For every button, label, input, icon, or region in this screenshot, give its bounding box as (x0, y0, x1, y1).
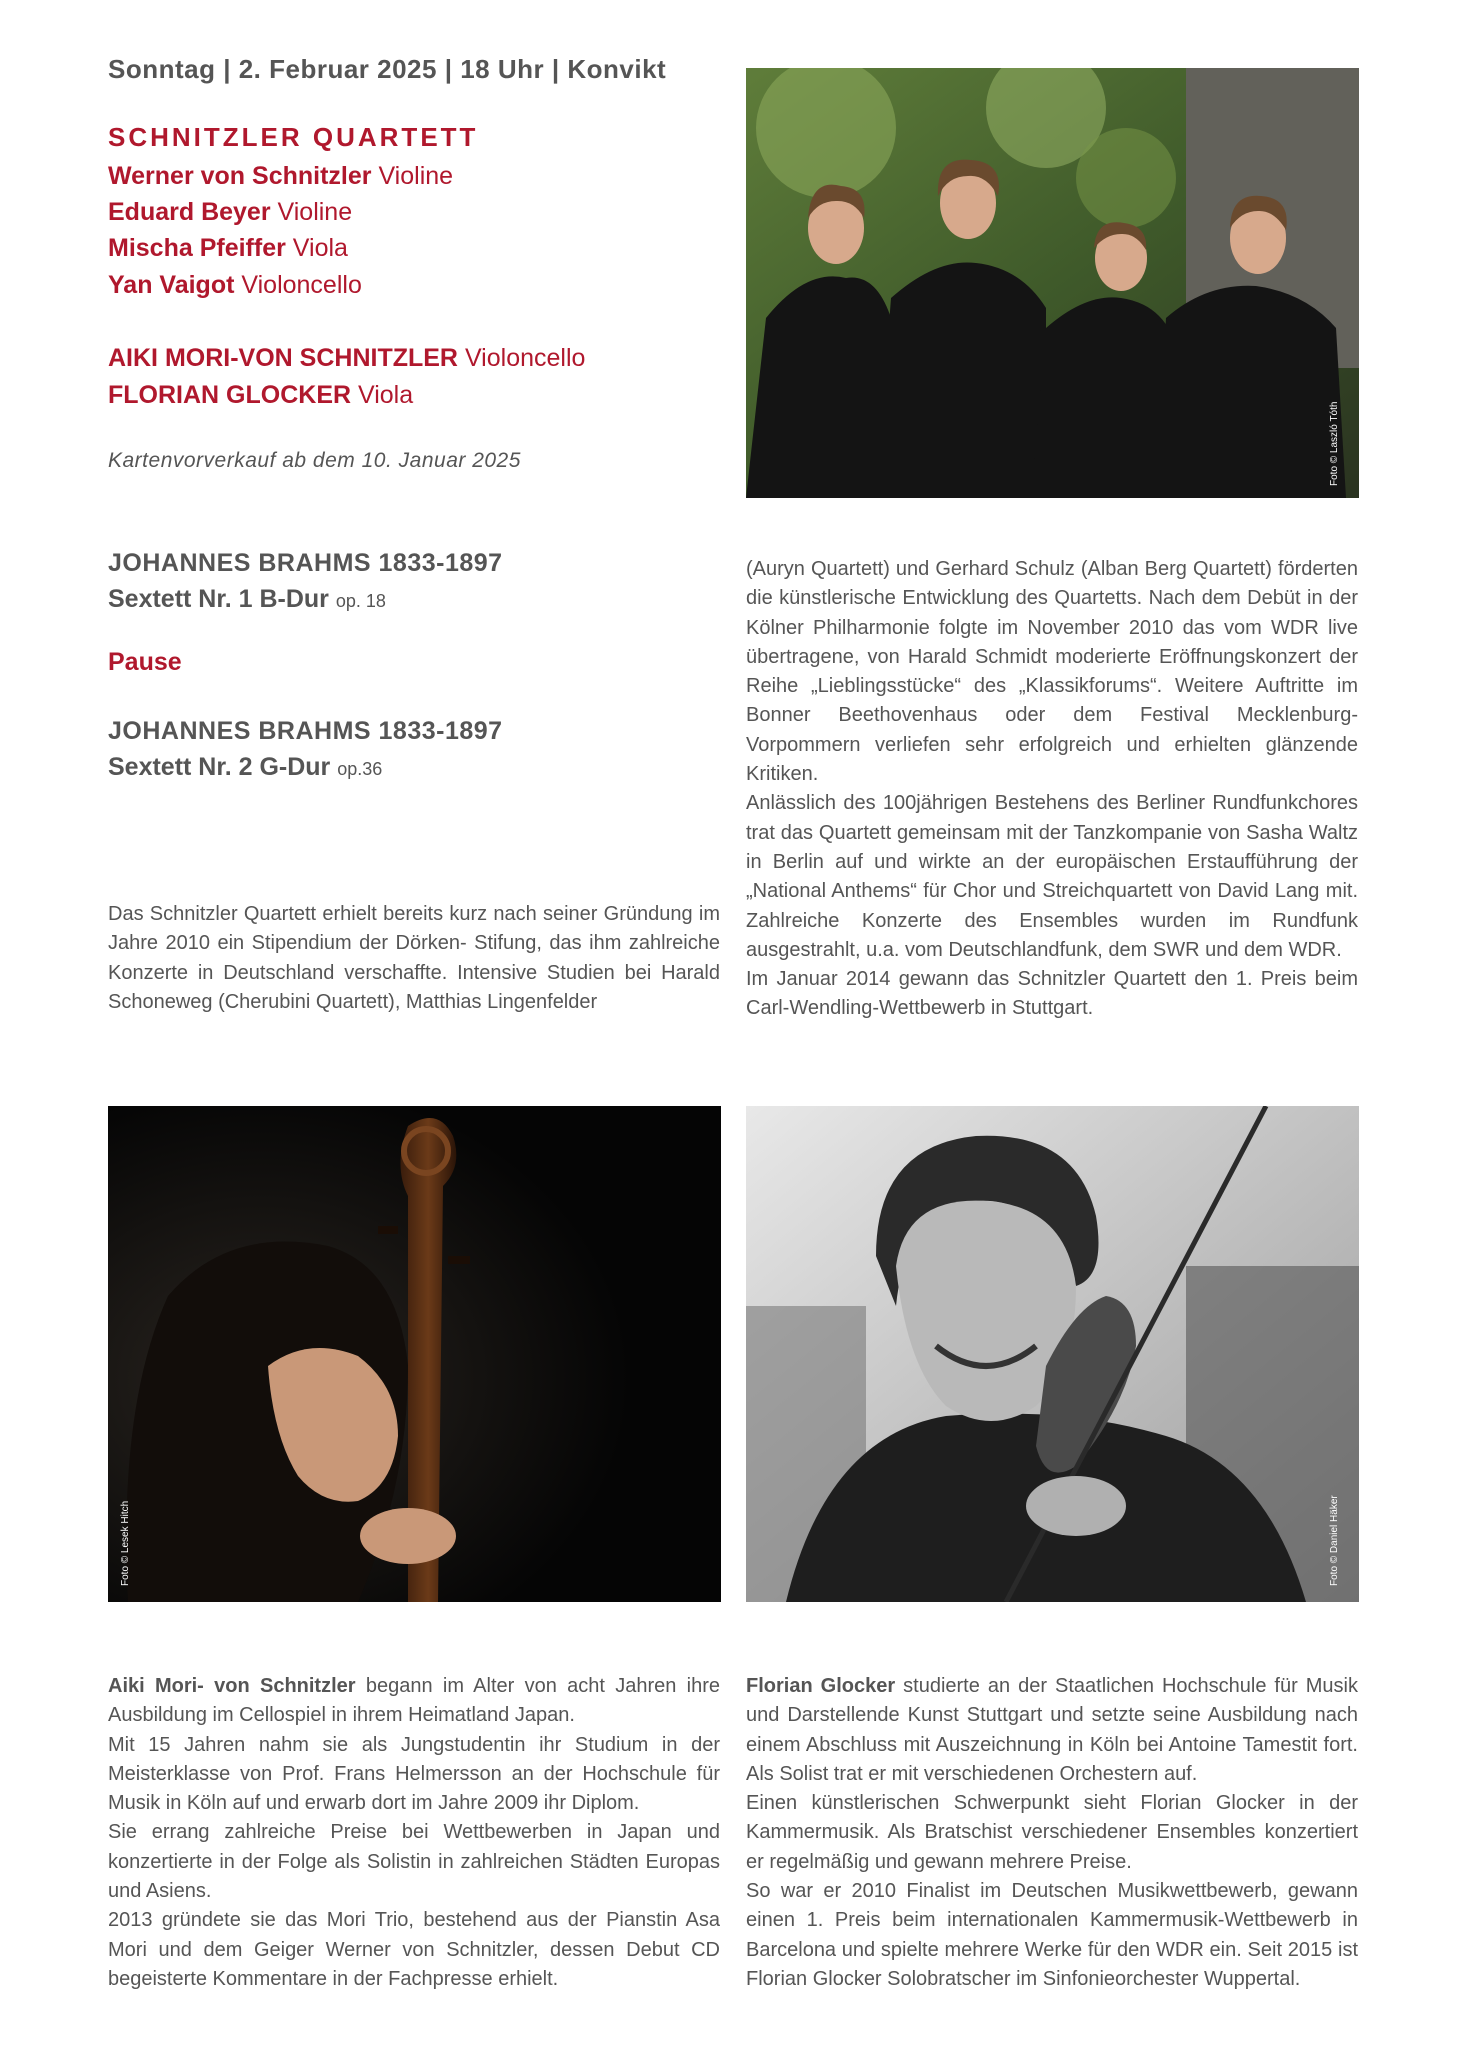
member-instrument: Violine (277, 198, 353, 226)
piece-opus: op. 18 (335, 591, 386, 611)
bio-paragraph: So war er 2010 Finalist im Deutschen Musikwettbewerb, gewann einen 1. Preis beim internationalen Kammermusik-Wettbewerb in Barcelona und spielte mehrere Werke für den WDR ein. Seit 2015 ist Florian Glocker Solobratscher im Sinfonieorchester Wuppertal. (746, 1880, 1358, 1990)
guest-line (108, 340, 585, 376)
composer-heading: JOHANNES BRAHMS 1833-1897 (108, 717, 503, 745)
florian-bio (746, 1672, 1358, 1994)
florian-photo-image (746, 1106, 1359, 1602)
aiki-photo (108, 1106, 721, 1602)
piece-title (108, 753, 382, 782)
quartet-name: SCHNITZLER QUARTETT (108, 122, 479, 152)
piece-opus: op.36 (337, 759, 383, 779)
piece-title (108, 585, 386, 614)
photo-credit: Foto © Lesek Hitch (120, 1500, 131, 1586)
member-line (108, 267, 362, 303)
member-line (108, 230, 348, 266)
guest-instrument: Violoncello (464, 344, 586, 372)
aiki-photo-image (108, 1106, 721, 1602)
piece-title-text: Sextett Nr. 1 B-Dur (108, 585, 329, 613)
photo-credit: Foto © Daniel Häker (1329, 1495, 1340, 1586)
quartet-photo (746, 68, 1359, 498)
quartet-paragraph: Im Januar 2014 gewann das Schnitzler Quartett den 1. Preis beim Carl-Wendling-Wettbewerb in Stuttgart. (746, 968, 1358, 1020)
composer-heading: JOHANNES BRAHMS 1833-1897 (108, 549, 503, 577)
member-line (108, 158, 453, 194)
guest-line (108, 377, 413, 413)
pause-label: Pause (108, 648, 182, 676)
quartet-text-right (746, 555, 1358, 1024)
member-name: Eduard Beyer (108, 198, 271, 226)
bio-paragraph (746, 1672, 1358, 1789)
quartet-paragraph: Anlässlich des 100jährigen Bestehens des Berliner Rundfunkchores trat das Quartett gemeinsam mit der Tanzkompanie von Sasha Waltz in Berlin auf und wirkte an der europäischen Erstaufführung der „National Anthems“ für Chor und Streichquartett von David Lang mit. Zahlreiche Konzerte des Ensembles wurden im Rundfunk ausgestrahlt, u.a. vom Deutschlandfunk, dem SWR und dem WDR. (746, 792, 1358, 961)
aiki-bio (108, 1672, 720, 1994)
presale-note: Kartenvorverkauf ab dem 10. Januar 2025 (108, 449, 521, 472)
guest-name: AIKI MORI-VON SCHNITZLER (108, 344, 458, 372)
member-instrument: Viola (292, 234, 348, 262)
bio-paragraph (108, 1672, 720, 1731)
bio-paragraph: Sie errang zahlreiche Preise bei Wettbewerben in Japan und konzertierte in der Folge als Solistin in zahlreichen Städten Europas und Asiens. (108, 1821, 720, 1903)
member-name: Mischa Pfeiffer (108, 234, 286, 262)
bio-paragraph: 2013 gründete sie das Mori Trio, bestehend aus der Pianstin Asa Mori und dem Geiger Werner von Schnitzler, dessen Debut CD begeisterte Kommentare in der Fachpresse erhielt. (108, 1909, 720, 1990)
member-instrument: Violoncello (241, 271, 362, 299)
quartet-photo-image (746, 68, 1359, 498)
member-name: Werner von Schnitzler (108, 162, 372, 190)
florian-photo (746, 1106, 1359, 1602)
bio-text: begann im Alter von acht Jahren ihre Ausbildung im Cellospiel in ihrem Heimatland Japan. (108, 1675, 720, 1727)
quartet-text-left (108, 900, 720, 1017)
bio-paragraph: Mit 15 Jahren nahm sie als Jungstudentin ihr Studium in der Meisterklasse von Prof. Frans Helmersson an der Hochschule für Musik in Köln auf und erwarb dort im Jahre 2009 ihr Diplom. (108, 1733, 720, 1815)
event-date-line: Sonntag | 2. Februar 2025 | 18 Uhr | Konvikt (108, 54, 667, 84)
guest-instrument: Viola (358, 381, 414, 409)
bio-name: Aiki Mori- von Schnitzler (108, 1675, 356, 1697)
member-name: Yan Vaigot (108, 271, 235, 299)
bio-paragraph: Einen künstlerischen Schwerpunkt sieht Florian Glocker in der Kammermusik. Als Bratschist verschiedener Ensembles konzertiert er regelmäßig und gewann mehrere Preise. (746, 1792, 1358, 1873)
quartet-paragraph: (Auryn Quartett) und Gerhard Schulz (Alban Berg Quartett) förderten die künstlerische Entwicklung des Quartetts. Nach dem Debüt in der Kölner Philharmonie folgte im November 2010 das vom WDR live übertragene, von Harald Schmidt moderierte Eröffnungskonzert der Reihe „Lieblingsstücke“ des „Klassikforums“. Weitere Auftritte im Bonner Beethovenhaus oder dem Festival Mecklenburg-Vorpommern verliefen sehr erfolgreich und erhielten glänzende Kritiken. (746, 558, 1358, 786)
piece-title-text: Sextett Nr. 2 G-Dur (108, 753, 331, 781)
member-instrument: Violine (378, 162, 454, 190)
bio-text: studierte an der Staatlichen Hochschule für Musik und Darstellende Kunst Stuttgart und setzte seine Ausbildung nach einem Abschluss mit Auszeichnung in Köln bei Antoine Tamestit fort. Als Solist trat er mit verschiedenen Orchestern auf. (746, 1675, 1358, 1785)
quartet-paragraph: Das Schnitzler Quartett erhielt bereits kurz nach seiner Gründung im Jahre 2010 ein Stipendium der Dörken- Stifung, das ihm zahlreiche Konzerte in Deutschland verschaffte. Intensive Studien bei Harald Schoneweg (Cherubini Quartett), Matthias Lingenfelder (108, 903, 720, 1013)
bio-name: Florian Glocker (746, 1675, 896, 1697)
member-line (108, 194, 352, 230)
guest-name: FLORIAN GLOCKER (108, 381, 352, 409)
photo-credit: Foto © Laszló Tóth (1329, 401, 1340, 486)
